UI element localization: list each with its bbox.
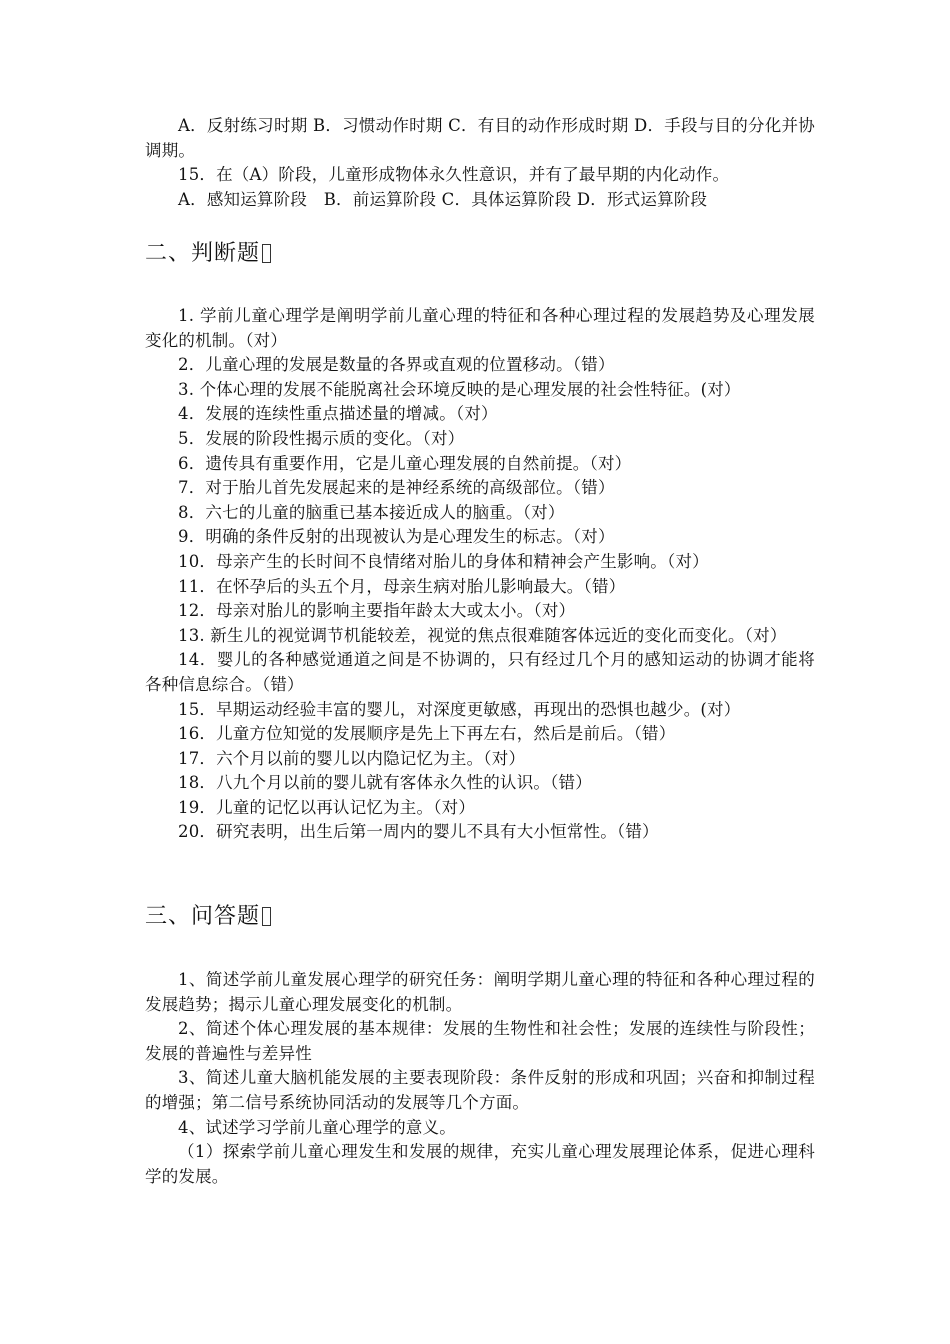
list-item: 15．早期运动经验丰富的婴儿，对深度更敏感，再现出的恐惧也越少。(对） [178,699,741,719]
q15-question: 15．在（A）阶段，儿童形成物体永久性意识，并有了最早期的内化动作。 [178,165,730,185]
list-item: 6．遗传具有重要作用，它是儿童心理发展的自然前提。（对） [178,453,632,473]
list-item: 4．发展的连续性重点描述量的增减。（对） [178,404,498,424]
section2-heading: 二、判断题 [145,239,271,269]
list-item: 3. 个体心理的发展不能脱离社会环境反映的是心理发展的社会性特征。(对） [178,379,741,399]
list-item: 16．儿童方位知觉的发展顺序是先上下再左右，然后是前后。（错） [178,724,676,744]
list-item: 11．在怀孕后的头五个月，母亲生病对胎儿影响最大。（错） [178,576,626,596]
list-item: 5．发展的阶段性揭示质的变化。（对） [178,428,465,448]
list-item: 14．婴儿的各种感觉通道之间是不协调的，只有经过几个月的感知运动的协调才能将各种信息综合。（错） [145,650,815,694]
part1-tail [145,114,815,212]
list-item: 12．母亲对胎儿的影响主要指年龄太大或太小。（对） [178,601,576,621]
list-item: 3、简述儿童大脑机能发展的主要表现阶段：条件反射的形成和巩固；兴奋和抑制过程的增强；第二信号系统协同活动的发展等几个方面。 [145,1068,815,1112]
list-item: 13. 新生儿的视觉调节机能较差，视觉的焦点很难随客体远近的变化而变化。（对） [178,625,787,645]
list-item: 9．明确的条件反射的出现被认为是心理发生的标志。（对） [178,527,615,547]
list-item: 18．八九个月以前的婴儿就有客体永久性的认识。（错） [178,773,592,793]
list-item: 4、试述学习学前儿童心理学的意义。 [178,1117,456,1137]
list-item: 17．六个月以前的婴儿以内隐记忆为主。（对） [178,748,526,768]
q14-options: A．反射练习时期 B．习惯动作时期 C．有目的动作形成时期 D．手段与目的分化并协调期。 [145,116,815,160]
qa-list [145,968,815,1189]
list-item: 19．儿童的记忆以再认记忆为主。（对） [178,797,476,817]
list-item: 1、简述学前儿童发展心理学的研究任务：阐明学期儿童心理的特征和各种心理过程的发展趋势；揭示儿童心理发展变化的机制。 [145,970,815,1014]
list-item: 7．对于胎儿首先发展起来的是神经系统的高级部位。（错） [178,478,615,498]
list-item: 20．研究表明，出生后第一周内的婴儿不具有大小恒常性。（错） [178,822,659,842]
list-item: 10．母亲产生的长时间不良情绪对胎儿的身体和精神会产生影响。（对） [178,551,709,571]
list-item: 2．儿童心理的发展是数量的各界或直观的位置移动。（错） [178,355,615,375]
q15-options: A．感知运算阶段 B．前运算阶段 C．具体运算阶段 D．形式运算阶段 [178,189,708,209]
true-false-list [145,304,815,845]
missing-glyph-icon [262,244,271,263]
list-item: 8．六七的儿童的脑重已基本接近成人的脑重。（对） [178,502,565,522]
list-item: 1. 学前儿童心理学是阐明学前儿童心理的特征和各种心理过程的发展趋势及心理发展变化的机制。（对） [145,306,815,350]
list-item: （1）探索学前儿童心理发生和发展的规律，充实儿童心理发展理论体系，促进心理科学的发展。 [145,1142,815,1186]
section3-heading: 三、问答题 [145,902,271,932]
list-item: 2、简述个体心理发展的基本规律：发展的生物性和社会性；发展的连续性与阶段性；发展的普遍性与差异性 [145,1019,815,1063]
missing-glyph-icon [262,907,271,926]
